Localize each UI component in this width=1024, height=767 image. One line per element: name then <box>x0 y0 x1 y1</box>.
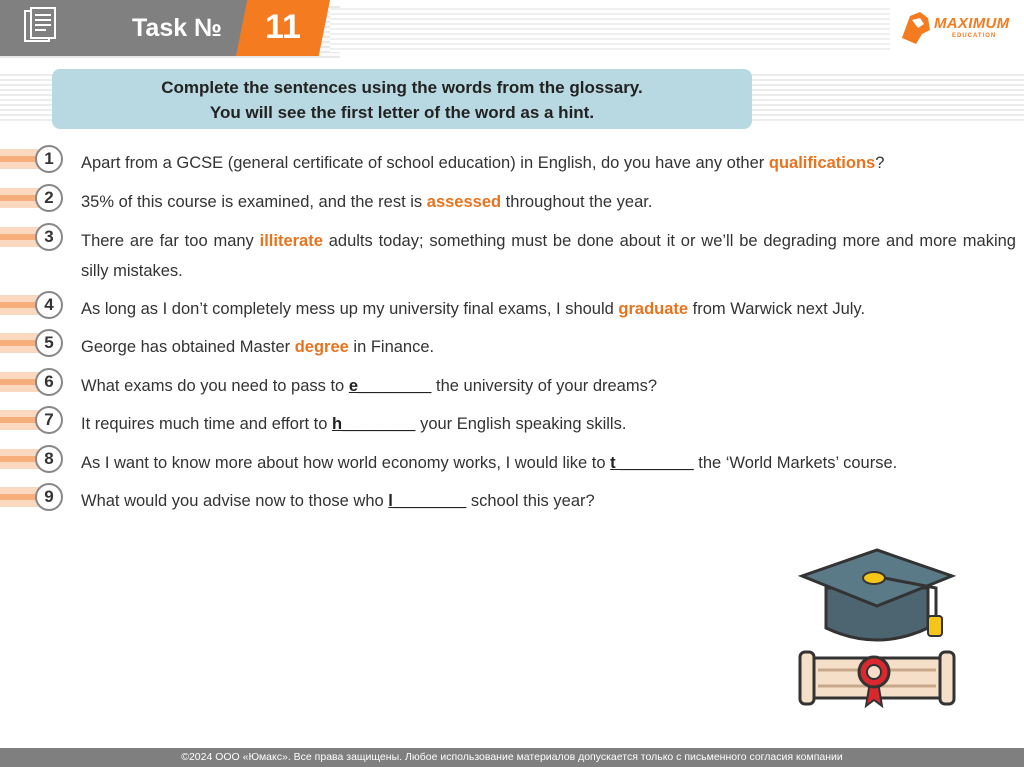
row-marker-bar <box>0 410 40 430</box>
sentence-number: 2 <box>35 184 63 212</box>
sentence-text: Apart from a GCSE (general certificate of school education) in English, do you have any other qualifications? <box>81 154 885 172</box>
sentence-text: As long as I don’t completely mess up my university final exams, I should graduate from Warwick next July. <box>81 300 866 318</box>
row-marker-bar <box>0 295 40 315</box>
instruction-line-1: Complete the sentences using the words from the glossary. <box>161 78 643 97</box>
sentence-number: 1 <box>35 145 63 173</box>
sentence-text: As I want to know more about how world economy works, I would like to t ________ the ‘World Markets’ course. <box>81 454 898 472</box>
sentence-text: It requires much time and effort to h________ your English speaking skills. <box>81 415 627 433</box>
document-icon <box>22 6 60 46</box>
row-marker-bar <box>0 449 40 469</box>
graduation-cap-and-diploma-icon <box>794 540 960 712</box>
sentence-text: George has obtained Master degree in Finance. <box>81 338 435 356</box>
answer-word: graduate <box>618 300 689 318</box>
answer-word: assessed <box>426 193 502 211</box>
row-marker-bar <box>0 188 40 208</box>
hint-blank: e________ <box>348 377 432 395</box>
answer-word: illiterate <box>259 232 323 250</box>
sentence-text: 35% of this course is examined, and the rest is assessed throughout the year. <box>81 193 653 211</box>
sentence-number: 8 <box>35 445 63 473</box>
sentence-text: What would you advise now to those who l________ school this year? <box>81 492 595 510</box>
logo-text: MAXIMUM <box>934 15 1010 32</box>
answer-word: degree <box>294 338 349 356</box>
row-marker-bar <box>0 227 40 247</box>
sentence-text: There are far too many illiterate adults today; something must be done about it or we’ll be degrading more and more making silly mistakes. <box>81 232 1016 280</box>
row-marker-bar <box>0 149 40 169</box>
answer-word: qualifications <box>768 154 876 172</box>
hint-blank: h________ <box>331 415 416 433</box>
sentence-number: 6 <box>35 368 63 396</box>
hint-blank: t ________ <box>610 454 694 472</box>
instruction-banner <box>52 69 752 129</box>
sentence-number: 9 <box>35 483 63 511</box>
task-number: 11 <box>265 8 301 46</box>
header-stripes-right <box>330 8 890 52</box>
instruction-line-2: You will see the first letter of the word as a hint. <box>209 103 595 122</box>
row-marker-bar <box>0 372 40 392</box>
sentence-number: 3 <box>35 223 63 251</box>
sentence-text: What exams do you need to pass to e________ the university of your dreams? <box>81 377 658 395</box>
sentence-number: 4 <box>35 291 63 319</box>
task-label: Task № <box>132 14 222 42</box>
sentence-number: 5 <box>35 329 63 357</box>
copyright-footer: ©2024 ООО «Юмакс». Все права защищены. Любое использование материалов допускается только с письменного согласия компании <box>0 748 1024 767</box>
hint-blank: l________ <box>388 492 467 510</box>
sentence-number: 7 <box>35 406 63 434</box>
header <box>0 0 1024 62</box>
row-marker-bar <box>0 333 40 353</box>
logo-subtext: EDUCATION <box>952 33 997 39</box>
row-marker-bar <box>0 487 40 507</box>
